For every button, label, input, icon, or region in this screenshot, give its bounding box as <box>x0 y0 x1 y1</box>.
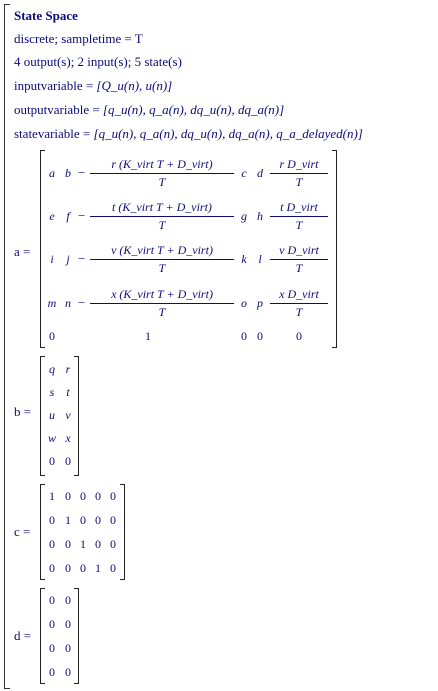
a-r1-c5: h <box>257 209 263 223</box>
d-r2-c0: 0 <box>49 641 55 655</box>
b-r0-c1: r <box>65 362 71 376</box>
c-r2-c1: 0 <box>65 537 71 551</box>
d-r0-c1: 0 <box>65 593 71 607</box>
a-r3-denominator-2: T <box>270 303 328 320</box>
a-r4-c4: 0 <box>241 329 247 343</box>
a-r0-denominator: T <box>90 173 234 190</box>
a-r2-denominator-2: T <box>270 259 328 276</box>
a-r2-c1: i <box>50 252 54 266</box>
input-variable-label: inputvariable = <box>14 78 97 93</box>
a-r3-numerator: x (K_virt T + D_virt) <box>111 287 213 301</box>
a-r2-c2: j <box>66 252 70 266</box>
c-r2-c3: 0 <box>95 537 101 551</box>
matrix-b-left-bracket <box>40 356 45 476</box>
a-r1-c1: e <box>49 209 55 223</box>
b-r3-c1: x <box>65 431 71 445</box>
a-r2-c4: k <box>241 252 247 266</box>
d-r0-c0: 0 <box>49 593 55 607</box>
a-r3-fraction-2 <box>270 287 328 320</box>
d-r2-c1: 0 <box>65 641 71 655</box>
c-r0-c0: 1 <box>49 489 55 503</box>
c-r3-c3: 1 <box>95 561 101 575</box>
c-r2-c0: 0 <box>49 537 55 551</box>
a-r2-fraction <box>90 243 234 276</box>
outer-bracket <box>4 4 10 689</box>
a-r3-c1: m <box>47 296 57 310</box>
a-r1-minus: − <box>78 208 86 223</box>
matrix-a-right-bracket <box>332 150 337 348</box>
c-r0-c1: 0 <box>65 489 71 503</box>
matrix-c-left-bracket <box>40 484 45 580</box>
a-r2-numerator: v (K_virt T + D_virt) <box>111 243 213 257</box>
b-r1-c1: t <box>66 385 70 399</box>
a-r1-numerator-2: t D_virt <box>280 200 318 214</box>
matrix-b-label: b = <box>14 404 32 419</box>
dimension-line: 4 output(s); 2 input(s); 5 state(s) <box>14 54 182 69</box>
a-r0-c4: c <box>241 166 247 180</box>
a-r1-c4: g <box>241 209 247 223</box>
c-r1-c4: 0 <box>110 513 116 527</box>
matrix-c-label: c = <box>14 524 31 539</box>
a-r1-c2: f <box>66 209 70 223</box>
a-r1-fraction <box>90 200 234 233</box>
a-r0-c2: b <box>65 166 71 180</box>
a-r2-denominator: T <box>90 259 234 276</box>
a-r0-fraction <box>90 157 234 190</box>
state-variable-label: statevariable = <box>14 126 94 141</box>
model-title: State Space <box>14 8 78 23</box>
a-r0-fraction-2 <box>270 157 328 190</box>
a-r0-denominator-2: T <box>270 173 328 190</box>
a-r0-c1: a <box>49 166 55 180</box>
a-r3-c2: n <box>65 296 71 310</box>
d-r3-c0: 0 <box>49 665 55 679</box>
a-r3-denominator: T <box>90 303 234 320</box>
output-variable-label: outputvariable = <box>14 102 103 117</box>
c-r2-c4: 0 <box>110 537 116 551</box>
c-r3-c1: 0 <box>65 561 71 575</box>
a-r0-numerator: r (K_virt T + D_virt) <box>111 157 213 171</box>
c-r3-c0: 0 <box>49 561 55 575</box>
matrix-c-right-bracket <box>120 484 125 580</box>
a-r2-minus: − <box>78 251 86 266</box>
input-variable-list: [Q_u(n), u(n)] <box>96 78 173 93</box>
b-r0-c0: q <box>49 362 55 376</box>
a-r4-c5: 0 <box>257 329 263 343</box>
a-r3-minus: − <box>78 295 86 310</box>
d-r1-c0: 0 <box>49 617 55 631</box>
b-r4-c0: 0 <box>49 454 55 468</box>
a-r3-numerator-2: x D_virt <box>279 287 319 301</box>
a-r0-c5: d <box>257 166 263 180</box>
a-r1-denominator-2: T <box>270 216 328 233</box>
a-r3-fraction <box>90 287 234 320</box>
b-r1-c0: s <box>49 385 55 399</box>
matrix-d-label: d = <box>14 628 32 643</box>
a-r3-c5: p <box>257 296 263 310</box>
a-r0-numerator-2: r D_virt <box>279 157 319 171</box>
c-r1-c1: 1 <box>65 513 71 527</box>
output-variable-line <box>14 102 284 118</box>
a-r4-c1: 0 <box>49 329 55 343</box>
d-r3-c1: 0 <box>65 665 71 679</box>
c-r1-c3: 0 <box>95 513 101 527</box>
b-r2-c1: v <box>65 408 71 422</box>
matrix-b-right-bracket <box>74 356 79 476</box>
c-r0-c4: 0 <box>110 489 116 503</box>
c-r3-c2: 0 <box>80 561 86 575</box>
matrix-d-left-bracket <box>40 588 45 684</box>
c-r1-c2: 0 <box>80 513 86 527</box>
a-r3-c4: o <box>241 296 247 310</box>
c-r3-c4: 0 <box>110 561 116 575</box>
state-variable-line <box>14 126 363 142</box>
c-r0-c2: 0 <box>80 489 86 503</box>
matrix-a-label: a = <box>14 244 31 259</box>
a-r1-fraction-2 <box>270 200 328 233</box>
a-r4-c2: 1 <box>145 329 151 343</box>
output-variable-list: [q_u(n), q_a(n), dq_u(n), dq_a(n)] <box>102 102 285 117</box>
a-r1-numerator: t (K_virt T + D_virt) <box>112 200 212 214</box>
a-r4-c6: 0 <box>296 329 302 343</box>
d-r1-c1: 0 <box>65 617 71 631</box>
sampletime-line: discrete; sampletime = T <box>14 31 143 46</box>
a-r2-fraction-2 <box>270 243 328 276</box>
input-variable-line <box>14 78 172 94</box>
a-r2-numerator-2: v D_virt <box>279 243 319 257</box>
c-r1-c0: 0 <box>49 513 55 527</box>
matrix-d-right-bracket <box>74 588 79 684</box>
b-r2-c0: u <box>49 408 55 422</box>
a-r0-minus: − <box>78 165 86 180</box>
c-r2-c2: 1 <box>80 537 86 551</box>
b-r3-c0: w <box>47 431 56 445</box>
a-r1-denominator: T <box>90 216 234 233</box>
matrix-a-left-bracket <box>40 150 45 348</box>
state-variable-list: [q_u(n), q_a(n), dq_u(n), dq_a(n), q_a_delayed(n)] <box>93 126 363 141</box>
a-r2-c5: l <box>258 252 262 266</box>
b-r4-c1: 0 <box>65 454 71 468</box>
c-r0-c3: 0 <box>95 489 101 503</box>
